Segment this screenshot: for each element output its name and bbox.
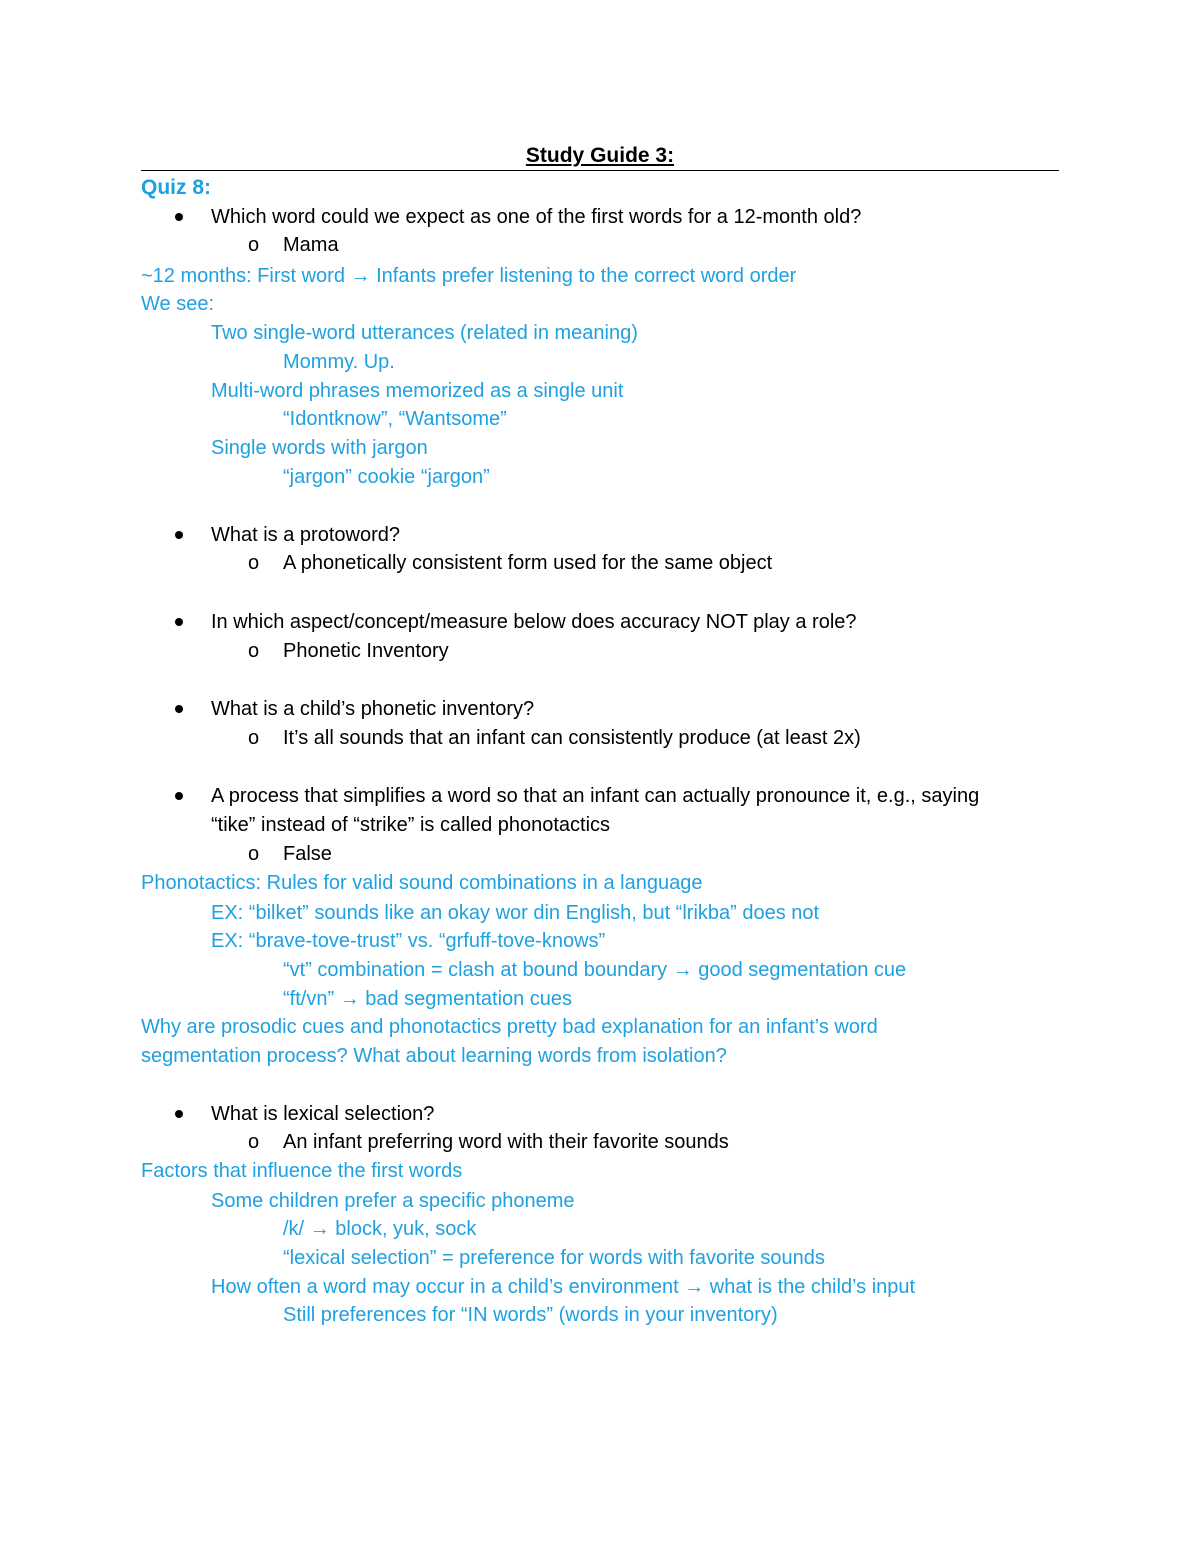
factor-1-example [283, 1216, 476, 1242]
sub-bullet-icon: o [248, 234, 260, 256]
we-see-label: We see: [141, 293, 214, 315]
factor-1-definition: “lexical selection” = preference for words with favorite sounds [283, 1247, 825, 1269]
arrow-right-icon: → [672, 959, 693, 981]
sub-bullet-icon: o [248, 552, 260, 574]
segmentation-cue-good-post: good segmentation cue [698, 959, 907, 981]
note-first-word [141, 263, 796, 289]
question-5-line-2: “tike” instead of “strike” is called phonotactics [211, 814, 611, 836]
we-see-item-2-example: “Idontknow”, “Wantsome” [283, 408, 507, 430]
sub-bullet-icon: o [248, 843, 260, 865]
phonotactics-definition: Phonotactics: Rules for valid sound combinations in a language [141, 872, 703, 894]
arrow-right-icon: → [339, 988, 360, 1010]
segmentation-cue-good-pre: “vt” combination = clash at bound boundary [283, 959, 668, 981]
question-6: What is lexical selection? [211, 1103, 435, 1125]
segmentation-cue-bad [283, 986, 572, 1012]
sub-bullet-icon: o [248, 727, 260, 749]
factor-1-example-pre: /k/ [283, 1218, 305, 1240]
we-see-item-1-example: Mommy. Up. [283, 351, 395, 373]
sub-bullet-icon: o [248, 640, 260, 662]
factor-1: Some children prefer a specific phoneme [211, 1190, 575, 1212]
factor-2 [211, 1274, 915, 1300]
answer-2: A phonetically consistent form used for the same object [283, 552, 773, 574]
we-see-item-3-example: “jargon” cookie “jargon” [283, 466, 490, 488]
arrow-right-icon: → [684, 1276, 705, 1298]
segmentation-cue-good [283, 957, 906, 983]
we-see-item-1: Two single-word utterances (related in meaning) [211, 322, 638, 344]
sub-bullet-icon: o [248, 1131, 260, 1153]
answer-1: Mama [283, 234, 339, 256]
factor-2-pre: How often a word may occur in a child’s environment [211, 1276, 679, 1298]
we-see-item-2: Multi-word phrases memorized as a single unit [211, 380, 624, 402]
bullet-icon [175, 531, 183, 539]
question-why-line-2: segmentation process? What about learning words from isolation? [141, 1045, 727, 1067]
question-1: Which word could we expect as one of the first words for a 12-month old? [211, 206, 862, 228]
answer-3: Phonetic Inventory [283, 640, 449, 662]
question-4: What is a child’s phonetic inventory? [211, 698, 535, 720]
question-why-line-1: Why are prosodic cues and phonotactics pretty bad explanation for an infant’s word [141, 1016, 878, 1038]
we-see-item-3: Single words with jargon [211, 437, 428, 459]
bullet-icon [175, 213, 183, 221]
section-heading: Quiz 8: [141, 176, 212, 199]
answer-6: An infant preferring word with their favorite sounds [283, 1131, 729, 1153]
note-first-word-rest: Infants prefer listening to the correct word order [376, 265, 797, 287]
question-2: What is a protoword? [211, 524, 400, 546]
segmentation-cue-bad-post: bad segmentation cues [365, 988, 573, 1010]
factor-2-subpoint: Still preferences for “IN words” (words in your inventory) [283, 1304, 778, 1326]
bullet-icon [175, 705, 183, 713]
arrow-right-icon: → [309, 1218, 330, 1240]
title-underline-rule [141, 170, 1059, 171]
segmentation-cue-bad-pre: “ft/vn” [283, 988, 335, 1010]
factors-heading: Factors that influence the first words [141, 1160, 463, 1182]
arrow-right-icon: → [350, 265, 371, 287]
bullet-icon [175, 1110, 183, 1118]
phonotactics-example-1: EX: “bilket” sounds like an okay wor din English, but “lrikba” does not [211, 902, 820, 924]
phonotactics-example-2: EX: “brave-tove-trust” vs. “grfuff-tove-knows” [211, 930, 606, 952]
bullet-icon [175, 792, 183, 800]
page-title: Study Guide 3: [525, 144, 675, 167]
bullet-icon [175, 618, 183, 626]
question-5-line-1: A process that simplifies a word so that an infant can actually pronounce it, e.g., saying [211, 785, 980, 807]
answer-5: False [283, 843, 332, 865]
answer-4: It’s all sounds that an infant can consistently produce (at least 2x) [283, 727, 861, 749]
factor-2-post: what is the child’s input [709, 1276, 916, 1298]
question-3: In which aspect/concept/measure below does accuracy NOT play a role? [211, 611, 857, 633]
note-first-word-text: ~12 months: First word [141, 265, 345, 287]
factor-1-example-post: block, yuk, sock [335, 1218, 477, 1240]
